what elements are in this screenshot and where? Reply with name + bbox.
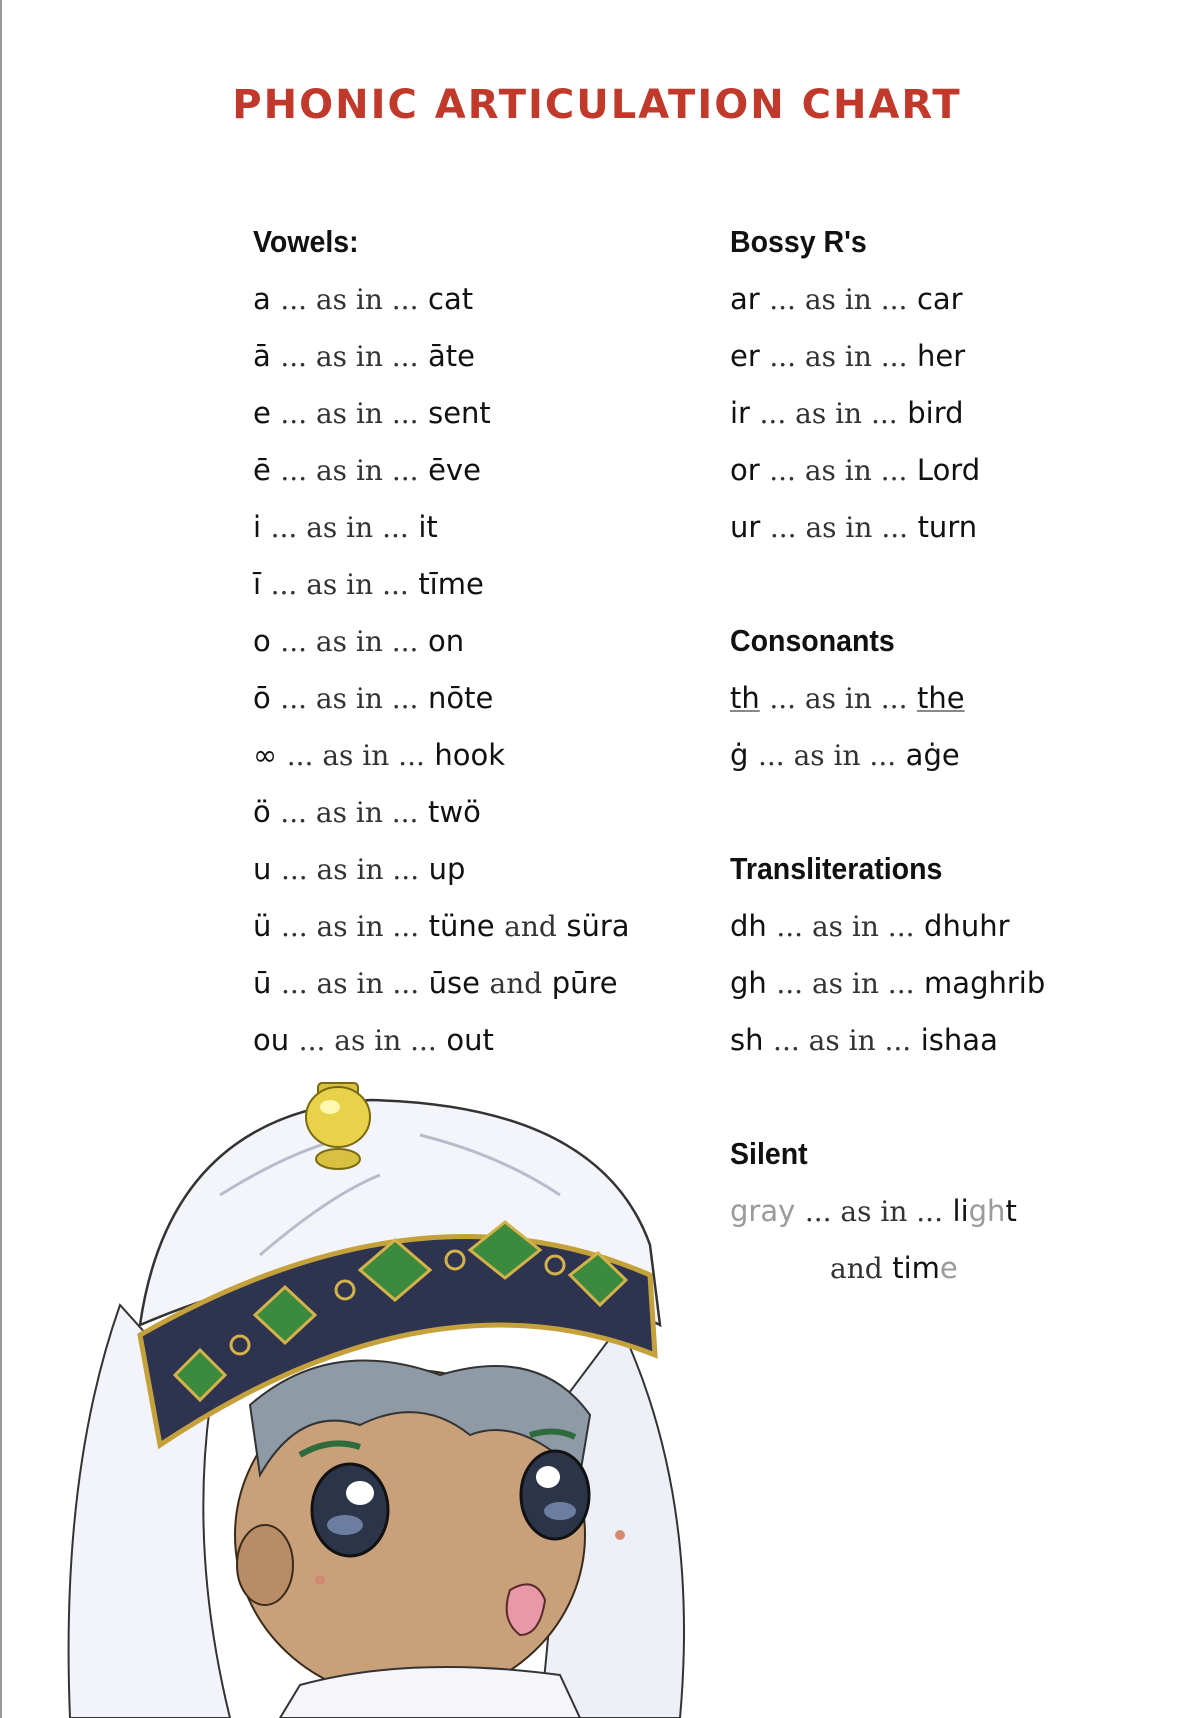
bossy-sound: or xyxy=(730,453,760,487)
connector-text: ... as in ... xyxy=(769,454,908,487)
vowel-sound: i xyxy=(253,510,262,544)
vowels-heading: Vowels: xyxy=(253,224,359,259)
transliteration-sound: gh xyxy=(730,966,767,1000)
connector-text: ... as in ... xyxy=(757,739,897,772)
connector-text: ... as in ... xyxy=(280,340,419,373)
vowel-sound: ö xyxy=(253,795,271,829)
example-word: bird xyxy=(907,396,964,430)
vowel-sound: ü xyxy=(253,909,272,943)
section-gap xyxy=(730,564,1170,621)
vowel-row xyxy=(253,963,693,1020)
transliteration-row xyxy=(730,906,1170,963)
vowel-sound: a xyxy=(253,282,271,316)
eye-left xyxy=(312,1464,388,1556)
vowel-sound: ∞ xyxy=(253,738,278,772)
blush xyxy=(615,1530,625,1540)
vowel-sound: ē xyxy=(253,453,271,487)
and-text: and xyxy=(830,1252,883,1285)
bossy-row xyxy=(730,507,1170,564)
transliteration-sound: sh xyxy=(730,1023,764,1057)
bossy-r-heading: Bossy R's xyxy=(730,224,867,259)
example-word: Lord xyxy=(916,453,981,487)
vowel-row xyxy=(253,564,693,621)
section-gap xyxy=(730,792,1170,849)
example-word: cat xyxy=(428,282,474,316)
silent-letters: e xyxy=(939,1251,958,1285)
example-word: ūse xyxy=(428,966,480,1000)
connector-text: ... as in ... xyxy=(804,1195,943,1228)
finial-gold-ball xyxy=(306,1087,370,1147)
connector-text: ... as in ... xyxy=(769,340,908,373)
consonant-row xyxy=(730,678,1170,735)
connector-text: ... as in ... xyxy=(759,397,898,430)
vowel-row xyxy=(253,792,693,849)
bossy-row xyxy=(730,450,1170,507)
vowel-sound: o xyxy=(253,624,271,658)
transliteration-row xyxy=(730,1020,1170,1077)
finial-base xyxy=(316,1149,360,1169)
consonant-row xyxy=(730,735,1170,792)
example-word: on xyxy=(428,624,465,658)
vowel-sound: ī xyxy=(253,567,262,601)
example-word: sent xyxy=(428,396,491,430)
voiced-letters: tim xyxy=(892,1251,940,1285)
ear xyxy=(237,1525,293,1605)
connector-text: ... as in ... xyxy=(298,1024,437,1057)
blush xyxy=(315,1575,325,1585)
connector-text: ... as in ... xyxy=(280,682,419,715)
silent-letters: gh xyxy=(968,1194,1006,1228)
connector-text: ... as in ... xyxy=(280,910,420,943)
vowel-row xyxy=(253,678,693,735)
vowel-row xyxy=(253,1020,693,1077)
consonant-sound: ġ xyxy=(730,738,749,772)
page-title: PHONIC ARTICULATION CHART xyxy=(232,82,962,128)
bossy-row xyxy=(730,279,1170,336)
silent-heading: Silent xyxy=(730,1136,808,1171)
connector-text: ... as in ... xyxy=(286,739,425,772)
vowel-row xyxy=(253,393,693,450)
example-word: aġe xyxy=(905,738,960,772)
vowel-sound: u xyxy=(253,852,272,886)
example-word-2: süra xyxy=(566,909,630,943)
example-word: car xyxy=(916,282,963,316)
connector-text: ... as in ... xyxy=(280,454,419,487)
eye-right-highlight xyxy=(536,1466,560,1488)
vowel-row xyxy=(253,507,693,564)
voiced-letters: t xyxy=(1005,1194,1017,1228)
bossy-sound: ur xyxy=(730,510,761,544)
eye-right-iris xyxy=(544,1502,576,1520)
eye-right xyxy=(521,1451,589,1539)
vowel-sound: ou xyxy=(253,1023,290,1057)
vowel-row xyxy=(253,906,693,963)
connector-text: ... as in ... xyxy=(280,796,419,829)
vowel-sound: ū xyxy=(253,966,272,1000)
example-word: her xyxy=(917,339,966,373)
connector-text: ... as in ... xyxy=(769,682,908,715)
right-column xyxy=(730,222,1170,1305)
transliteration-row xyxy=(730,963,1170,1020)
silent-row-2 xyxy=(730,1248,1170,1305)
connector-text: ... as in ... xyxy=(773,1024,912,1057)
example-word xyxy=(892,1251,958,1285)
consonants-heading: Consonants xyxy=(730,623,895,658)
example-word: it xyxy=(418,510,438,544)
connector-text: ... as in ... xyxy=(280,625,419,658)
connector-text: ... as in ... xyxy=(776,910,915,943)
example-word: maghrib xyxy=(924,966,1046,1000)
connector-text: ... as in ... xyxy=(280,967,420,1000)
vowel-row xyxy=(253,336,693,393)
example-word: tīme xyxy=(418,567,484,601)
example-word: tüne xyxy=(428,909,495,943)
and-text: and xyxy=(489,967,543,1000)
example-word: out xyxy=(446,1023,494,1057)
example-word-2: pūre xyxy=(551,966,618,1000)
voiced-letters: li xyxy=(952,1194,969,1228)
vowel-sound: ā xyxy=(253,339,271,373)
silent-sample: gray xyxy=(730,1194,796,1228)
example-word: nōte xyxy=(428,681,494,715)
connector-text: ... as in ... xyxy=(776,967,915,1000)
example-word: hook xyxy=(434,738,506,772)
finial-highlight xyxy=(320,1100,340,1114)
consonant-sound: th xyxy=(730,681,760,715)
vowel-row xyxy=(253,621,693,678)
bossy-row xyxy=(730,393,1170,450)
transliteration-sound: dh xyxy=(730,909,767,943)
vowel-row xyxy=(253,849,693,906)
connector-text: ... as in ... xyxy=(769,511,909,544)
boy-illustration xyxy=(0,1075,720,1718)
vowel-sound: ō xyxy=(253,681,271,715)
eye-left-iris xyxy=(327,1515,363,1535)
example-word: twö xyxy=(428,795,481,829)
connector-text: ... as in ... xyxy=(280,397,419,430)
transliterations-heading: Transliterations xyxy=(730,851,943,886)
example-word: turn xyxy=(917,510,978,544)
vowel-row xyxy=(253,735,693,792)
example-word: up xyxy=(428,852,466,886)
example-word: dhuhr xyxy=(924,909,1010,943)
bossy-sound: er xyxy=(730,339,760,373)
bossy-sound: ir xyxy=(730,396,750,430)
bossy-row xyxy=(730,336,1170,393)
connector-text: ... as in ... xyxy=(270,511,409,544)
connector-text: ... as in ... xyxy=(280,853,420,886)
example-word: ēve xyxy=(428,453,481,487)
connector-text: ... as in ... xyxy=(280,283,419,316)
vowel-row xyxy=(253,450,693,507)
bossy-sound: ar xyxy=(730,282,760,316)
connector-text: ... as in ... xyxy=(769,283,908,316)
vowels-column xyxy=(253,222,693,1077)
eye-left-highlight xyxy=(346,1481,374,1505)
example-word: the xyxy=(917,681,965,715)
example-word: āte xyxy=(428,339,476,373)
silent-row xyxy=(730,1191,1170,1248)
section-gap xyxy=(730,1077,1170,1134)
and-text: and xyxy=(504,910,557,943)
example-word xyxy=(953,1194,1017,1228)
vowel-sound: e xyxy=(253,396,271,430)
vowel-row xyxy=(253,279,693,336)
example-word: ishaa xyxy=(920,1023,998,1057)
connector-text: ... as in ... xyxy=(270,568,409,601)
